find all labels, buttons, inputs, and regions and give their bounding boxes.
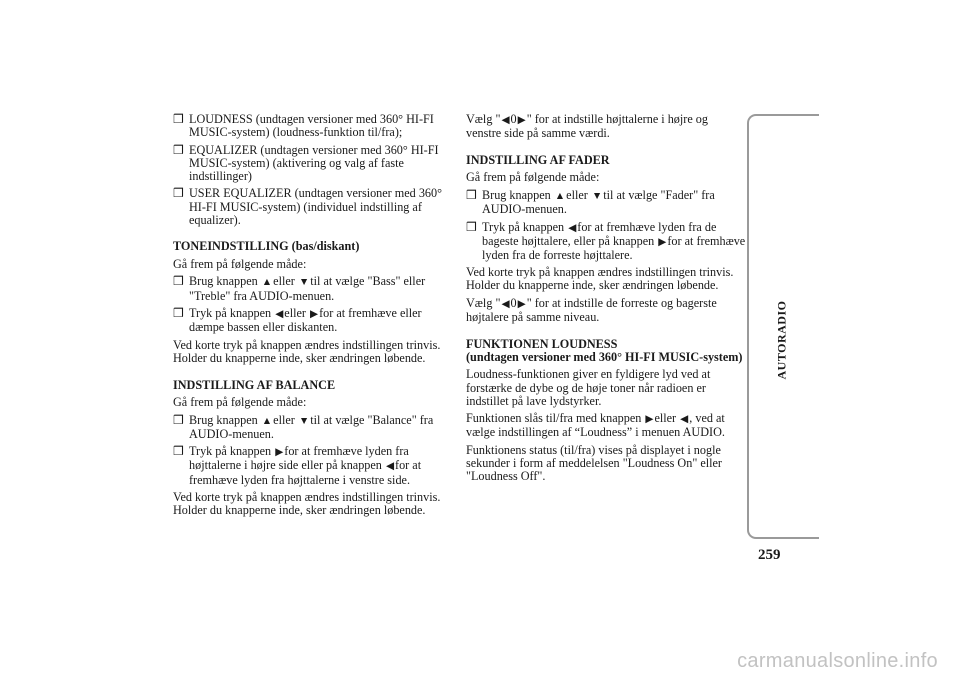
loudness-p2	[466, 412, 746, 439]
balance-note: Ved korte tryk på knappen ændres indstillingen trinvis. Holder du knapperne inde, sker ændringen løbende.	[173, 490, 441, 518]
checkbox-bullet-icon: ❒	[173, 142, 184, 157]
loudness-heading	[466, 338, 746, 364]
loudness-p1: Loudness-funktionen giver en fyldigere lyd ved at forstærke de dybe og de høje toner når radioen er indstillet på lave lydstyrker.	[466, 367, 711, 408]
text: Vælg "	[466, 296, 501, 311]
chapter-tab-label: AUTORADIO	[774, 300, 789, 380]
checkbox-bullet-icon: ❒	[466, 187, 477, 202]
tone-step-1	[173, 275, 455, 302]
text: Funktionen slås til/fra med knappen	[466, 411, 642, 426]
balance-zero-text	[466, 113, 746, 140]
arrow-up-icon: ▲	[261, 415, 273, 427]
bullet-text: LOUDNESS (undtagen versioner med 360° HI-FI MUSIC-system) (loudness-funktion til/fra);	[189, 112, 434, 140]
text: " for at indstille højttalerne i højre og venstre side på samme værdi.	[466, 112, 708, 141]
checkbox-bullet-icon: ❒	[466, 219, 477, 234]
step-text: eller	[273, 412, 295, 427]
arrow-right-icon: ▶	[658, 236, 667, 248]
step-text: Brug knappen	[189, 412, 258, 427]
arrow-left-icon: ◀	[385, 461, 395, 473]
fader-step-2	[466, 221, 746, 262]
bullet-text: EQUALIZER (undtagen versioner med 360° HI-FI MUSIC-system) (aktivering og valg af faste indstillinger)	[189, 142, 439, 183]
step-text: Brug knappen	[189, 274, 258, 289]
checkbox-bullet-icon: ❒	[173, 112, 184, 126]
step-text: for at fremhæve eller dæmpe bassen eller diskanten.	[189, 306, 422, 335]
arrow-right-icon: ▶	[645, 414, 654, 426]
arrow-right-icon: ▶	[309, 309, 319, 321]
arrow-left-icon: ◀	[501, 115, 510, 126]
arrow-left-icon: ◀	[568, 222, 577, 234]
checkbox-bullet-icon: ❒	[173, 306, 184, 321]
heading-line: FUNKTIONEN LOUDNESS	[466, 336, 618, 351]
step-text: Tryk på knappen	[189, 306, 272, 321]
bullet-user-equalizer	[173, 187, 455, 226]
fader-intro: Gå frem på følgende måde:	[466, 170, 600, 185]
tone-heading: TONEINDSTILLING (bas/diskant)	[173, 239, 360, 254]
step-text: eller	[273, 274, 295, 289]
arrow-down-icon: ▼	[298, 277, 310, 289]
step-text: for at fremhæve lyden fra de bageste højttalere, eller på knappen	[482, 219, 717, 248]
step-text: Tryk på knappen	[189, 444, 272, 459]
arrow-right-icon: ▶	[517, 299, 526, 311]
fader-heading: INDSTILLING AF FADER	[466, 152, 610, 167]
bullet-equalizer	[173, 144, 455, 183]
arrow-up-icon: ▲	[261, 277, 273, 289]
balance-intro: Gå frem på følgende måde:	[173, 395, 307, 410]
tone-intro: Gå frem på følgende måde:	[173, 256, 307, 271]
watermark: carmanualsonline.info	[737, 650, 938, 672]
bullet-loudness	[173, 113, 455, 139]
fader-step-1	[466, 189, 746, 216]
loudness-p3: Funktionens status (til/fra) vises på displayet i nogle sekunder i form af meddelelsen "Loudness On" eller "Loudness Off".	[466, 442, 722, 484]
arrow-left-icon: ◀	[275, 309, 284, 321]
step-text: for at fremhæve lyden fra de forreste højttalere.	[482, 233, 746, 262]
checkbox-bullet-icon: ❒	[173, 274, 184, 289]
step-text: til at vælge "Balance" fra AUDIO-menuen.	[189, 412, 434, 441]
step-text: Brug knappen	[482, 187, 551, 202]
arrow-left-icon: ◀	[680, 414, 689, 426]
arrow-down-icon: ▼	[591, 190, 603, 202]
step-text: eller	[566, 187, 588, 202]
right-column	[466, 113, 746, 488]
zero-label: 0	[510, 296, 517, 311]
fader-note: Ved korte tryk på knappen ændres indstillingen trinvis. Holder du knapperne inde, sker ændringen løbende.	[466, 265, 734, 293]
step-text: for at fremhæve lyden fra højttalerne i venstre side.	[189, 458, 422, 487]
arrow-right-icon: ▶	[275, 447, 284, 459]
checkbox-bullet-icon: ❒	[173, 186, 184, 201]
tone-note: Ved korte tryk på knappen ændres indstillingen trinvis. Holder du knapperne inde, sker ændringen løbende.	[173, 337, 441, 365]
fader-zero-text	[466, 297, 746, 324]
balance-step-1	[173, 414, 455, 441]
page-number: 259	[758, 547, 781, 563]
arrow-down-icon: ▼	[298, 415, 310, 427]
text: Vælg "	[466, 112, 501, 126]
step-text: Tryk på knappen	[482, 219, 565, 234]
arrow-up-icon: ▲	[554, 190, 566, 202]
zero-label: 0	[510, 112, 517, 126]
tone-step-2	[173, 307, 455, 334]
step-text: eller	[284, 306, 306, 321]
text: " for at indstille de forreste og bagerste højtalere på samme niveau.	[466, 296, 717, 325]
balance-heading: INDSTILLING AF BALANCE	[173, 377, 336, 392]
left-column	[173, 113, 455, 522]
balance-step-2	[173, 445, 455, 486]
bullet-text: USER EQUALIZER (undtagen versioner med 360° HI-FI MUSIC-system) (individuel indstilling af equalizer).	[189, 186, 442, 227]
arrow-left-icon: ◀	[501, 299, 510, 311]
step-text: til at vælge "Fader" fra AUDIO-menuen.	[482, 187, 715, 216]
step-text: til at vælge "Bass" eller "Treble" fra AUDIO-menuen.	[189, 274, 426, 303]
heading-line: (undtagen versioner med 360° HI-FI MUSIC-system)	[466, 349, 743, 364]
text: , ved at vælge indstillingen af “Loudness” i menuen AUDIO.	[466, 411, 725, 440]
step-text: for at fremhæve lyden fra højttalerne i højre side eller på knappen	[189, 444, 409, 473]
arrow-right-icon: ▶	[517, 115, 526, 126]
text: eller	[654, 411, 677, 426]
checkbox-bullet-icon: ❒	[173, 412, 184, 427]
checkbox-bullet-icon: ❒	[173, 444, 184, 459]
